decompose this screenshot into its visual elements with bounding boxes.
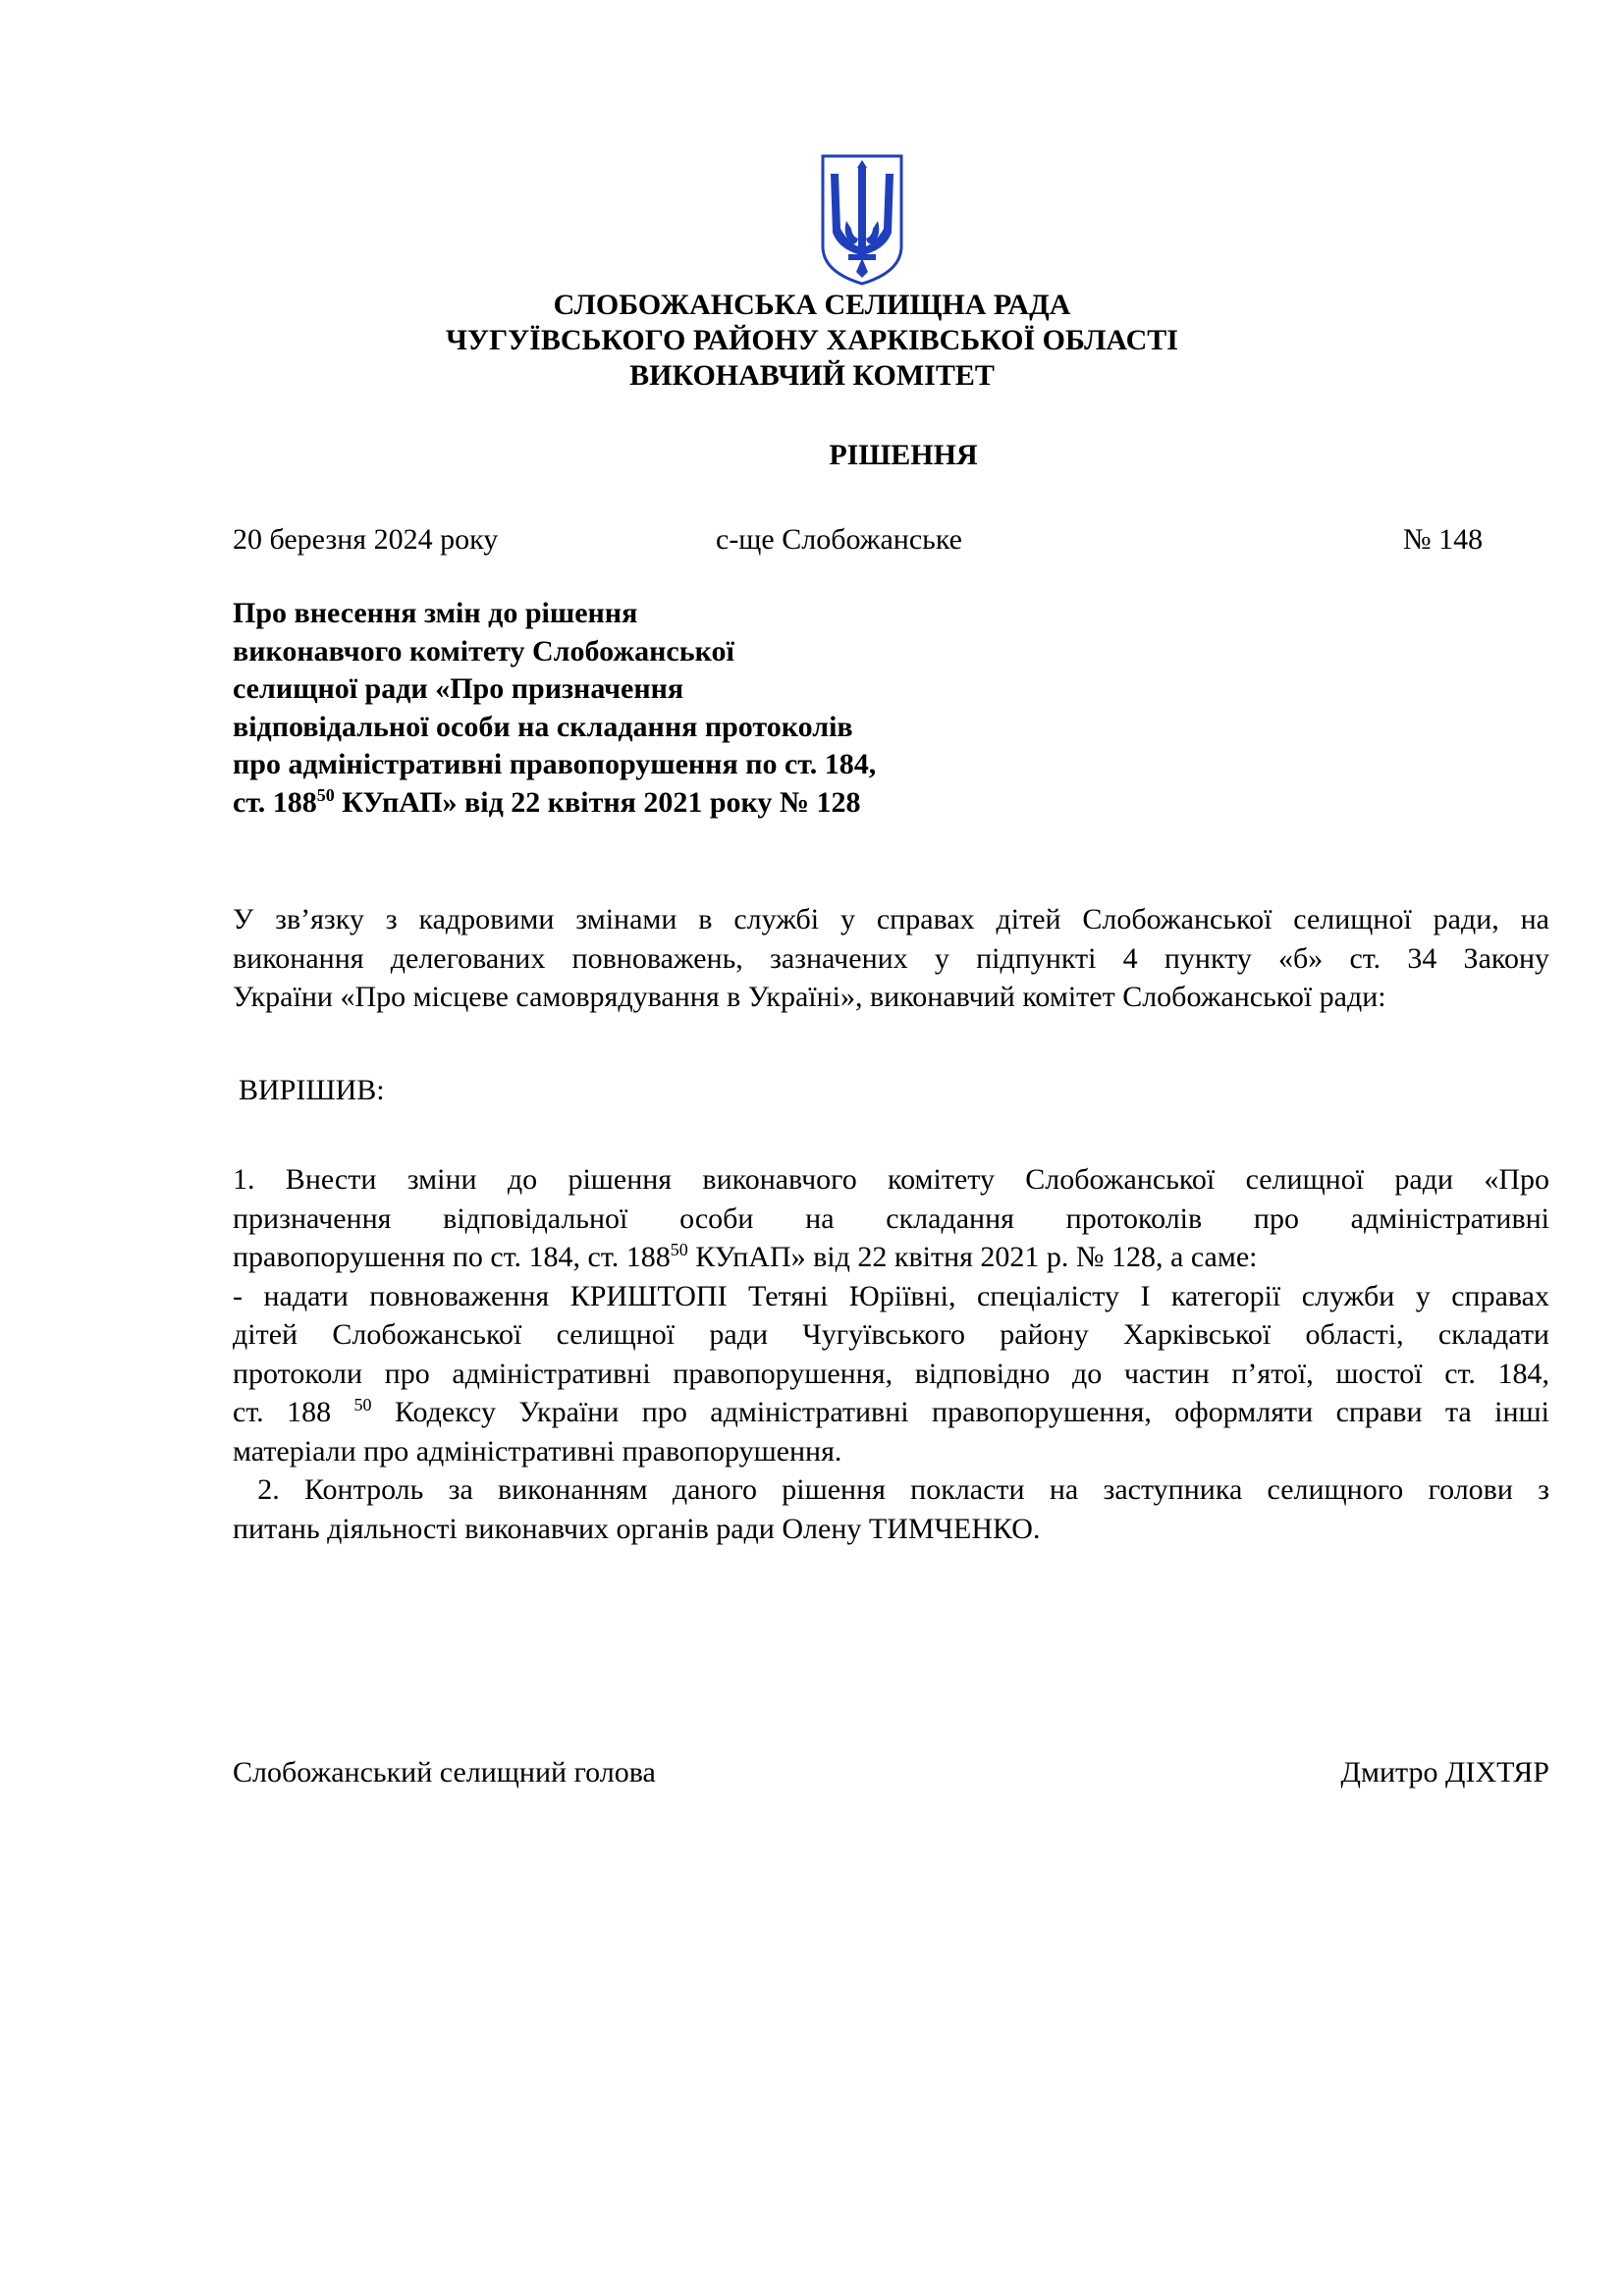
decision-subject	[233, 595, 876, 822]
signatory-name: Дмитро ДІХТЯР	[1340, 1756, 1549, 1789]
intro-paragraph	[233, 900, 1549, 1017]
superscript: 50	[670, 1240, 688, 1259]
body-text: правопорушення по ст. 184, ст. 188	[233, 1241, 671, 1273]
body-line: питань діяльності виконавчих органів ради Олену ТИМЧЕНКО.	[233, 1512, 1041, 1545]
subject-text: КУпАП» від 22 квітня 2021 року № 128	[334, 785, 861, 819]
document-title: РІШЕННЯ	[829, 439, 978, 471]
org-district-line: ЧУГУЇВСЬКОГО РАЙОНУ ХАРКІВСЬКОЇ ОБЛАСТІ	[446, 324, 1178, 356]
body-text: КУпАП» від 22 квітня 2021 р. № 128, а саме:	[687, 1241, 1258, 1273]
trident-coat-of-arms-icon	[819, 152, 905, 288]
body-line: - надати повноваження КРИШТОПІ Тетяні Юріївні, спеціалісту І категорії служби у справах	[233, 1279, 1549, 1312]
body-line: протоколи про адміністративні правопорушення, відповідно до частин п’ятої, шостої ст. 184,	[233, 1357, 1549, 1390]
document-date: 20 березня 2024 року	[233, 523, 499, 556]
body-line: 1. Внести зміни до рішення виконавчого комітету Слобожанської селищної ради «Про	[233, 1163, 1549, 1196]
body-text: ст. 188	[233, 1396, 354, 1428]
superscript: 50	[353, 1395, 372, 1415]
org-name-line: СЛОБОЖАНСЬКА СЕЛИЩНА РАДА	[553, 289, 1071, 321]
body-line	[233, 1238, 1549, 1277]
body-line: матеріали про адміністративні правопорушення.	[233, 1434, 842, 1468]
subject-line: селищної ради «Про призначення	[233, 672, 684, 705]
subject-line: про адміністративні правопорушення по ст. 184,	[233, 748, 877, 780]
intro-line: У зв’язку з кадровими змінами в службі у справах дітей Слобожанської селищної ради, на	[233, 903, 1549, 935]
org-committee-line: ВИКОНАВЧИЙ КОМІТЕТ	[629, 359, 995, 392]
subject-line	[233, 784, 876, 823]
superscript: 50	[316, 784, 335, 805]
body-line: призначення відповідальної особи на складання протоколів про адміністративні	[233, 1201, 1549, 1235]
intro-line: виконання делегованих повноважень, зазначених у підпункті 4 пункту «б» ст. 34 Закону	[233, 941, 1549, 975]
decided-heading: ВИРІШИВ:	[239, 1074, 385, 1106]
subject-line: відповідальної особи на складання протоколів	[233, 710, 853, 743]
subject-line: Про внесення змін до рішення	[233, 597, 638, 629]
signatory-position: Слобожанський селищний голова	[233, 1756, 656, 1789]
decision-body	[233, 1160, 1549, 1548]
organization-header	[0, 288, 1624, 394]
document-meta	[233, 523, 1489, 559]
subject-text: ст. 188	[233, 785, 317, 819]
document-place: с-ще Слобожанське	[716, 523, 962, 556]
document-number: № 148	[1403, 523, 1484, 556]
intro-line: України «Про місцеве самоврядування в Україні», виконавчий комітет Слобожанської ради:	[233, 981, 1386, 1013]
subject-line: виконавчого комітету Слобожанської	[233, 634, 734, 667]
body-text: Кодексу України про адміністративні правопорушення, оформляти справи та інші	[371, 1396, 1549, 1428]
signature-block	[233, 1756, 1549, 1791]
body-line: дітей Слобожанської селищної ради Чугуївського району Харківської області, складати	[233, 1318, 1549, 1351]
body-line: 2. Контроль за виконанням даного рішення покласти на заступника селищного голови з	[233, 1473, 1549, 1506]
body-line	[233, 1393, 1549, 1432]
